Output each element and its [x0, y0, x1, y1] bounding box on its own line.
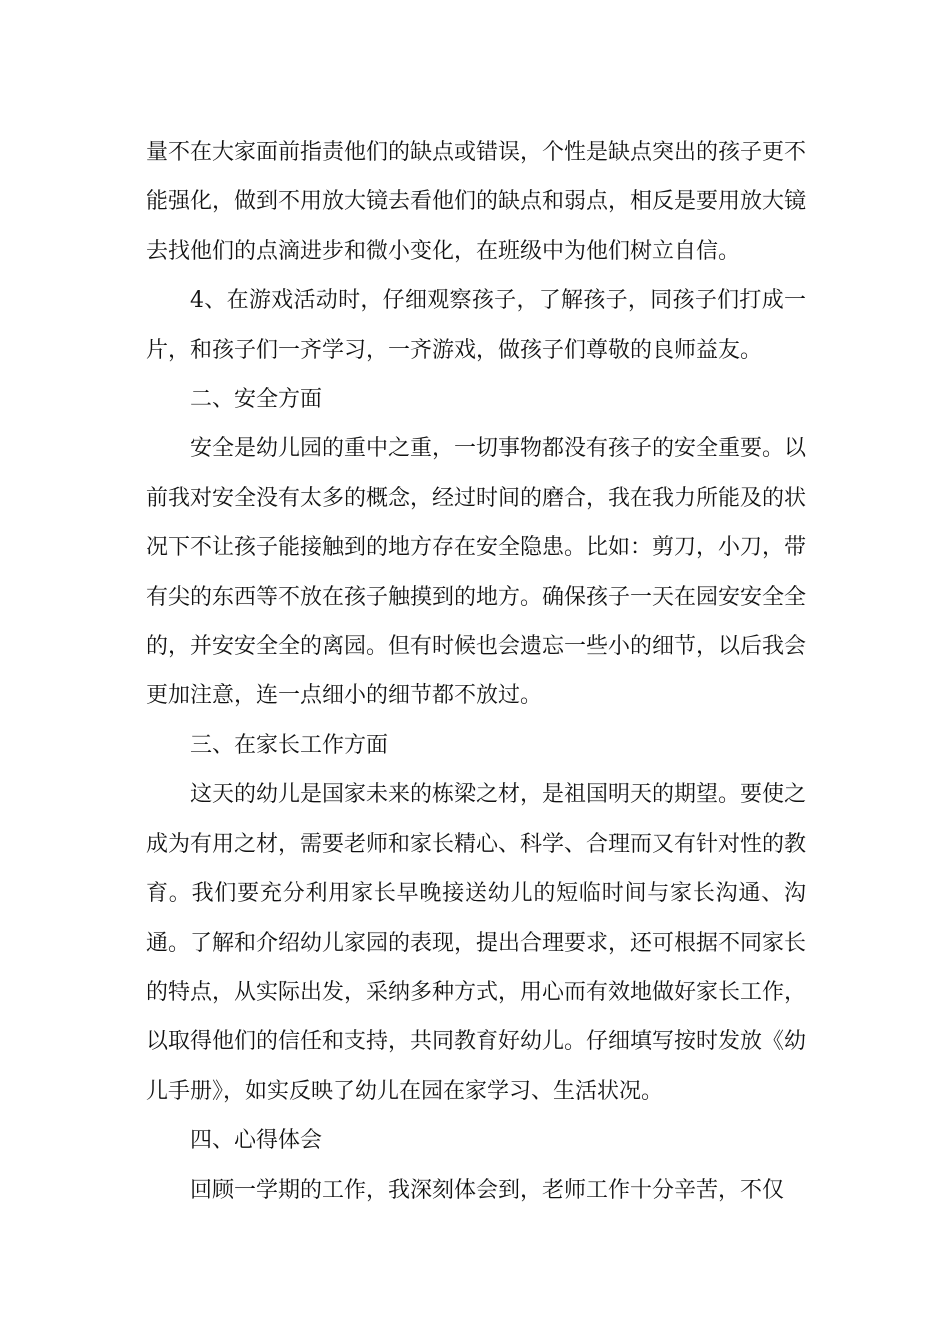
section-heading-parent-work: 三、在家长工作方面	[190, 732, 389, 758]
paragraph-game-activities: 4、在游戏活动时，仔细观察孩子，了解孩子，同孩子们打成一片，和孩子们一齐学习，一齐游戏，做孩子们尊敬的良师益友。	[146, 288, 806, 363]
paragraph-reflections: 回顾一学期的工作，我深刻体会到，老师工作十分辛苦，不仅	[190, 1177, 785, 1203]
paragraph-parent-work: 这天的幼儿是国家未来的栋梁之材，是祖国明天的期望。要使之成为有用之材，需要老师和家长精心、科学、合理而又有针对性的教育。我们要充分利用家长早晚接送幼儿的短临时间与家长沟通、沟通。了解和介绍幼儿家园的表现，提出合理要求，还可根据不同家长的特点，从实际出发，采纳多种方式，用心而有效地做好家长工作，以取得他们的信任和支持，共同教育好幼儿。仔细填写按时发放《幼儿手册》，如实反映了幼儿在园在家学习、生活状况。	[146, 782, 807, 1104]
document-body	[146, 128, 806, 1215]
paragraph-child-guidance-continued: 量不在大家面前指责他们的缺点或错误，个性是缺点突出的孩子更不能强化，做到不用放大镜去看他们的缺点和弱点，相反是要用放大镜去找他们的点滴进步和微小变化，在班级中为他们树立自信。	[146, 140, 807, 264]
paragraph-safety: 安全是幼儿园的重中之重，一切事物都没有孩子的安全重要。以前我对安全没有太多的概念，经过时间的磨合，我在我力所能及的状况下不让孩子能接触到的地方存在安全隐患。比如：剪刀，小刀，带有尖的东西等不放在孩子触摸到的地方。确保孩子一天在园安安全全的，并安安全全的离园。但有时候也会遗忘一些小的细节，以后我会更加注意，连一点细小的细节都不放过。	[146, 436, 807, 709]
section-heading-safety: 二、安全方面	[190, 387, 323, 413]
section-heading-reflections: 四、心得体会	[190, 1128, 323, 1154]
